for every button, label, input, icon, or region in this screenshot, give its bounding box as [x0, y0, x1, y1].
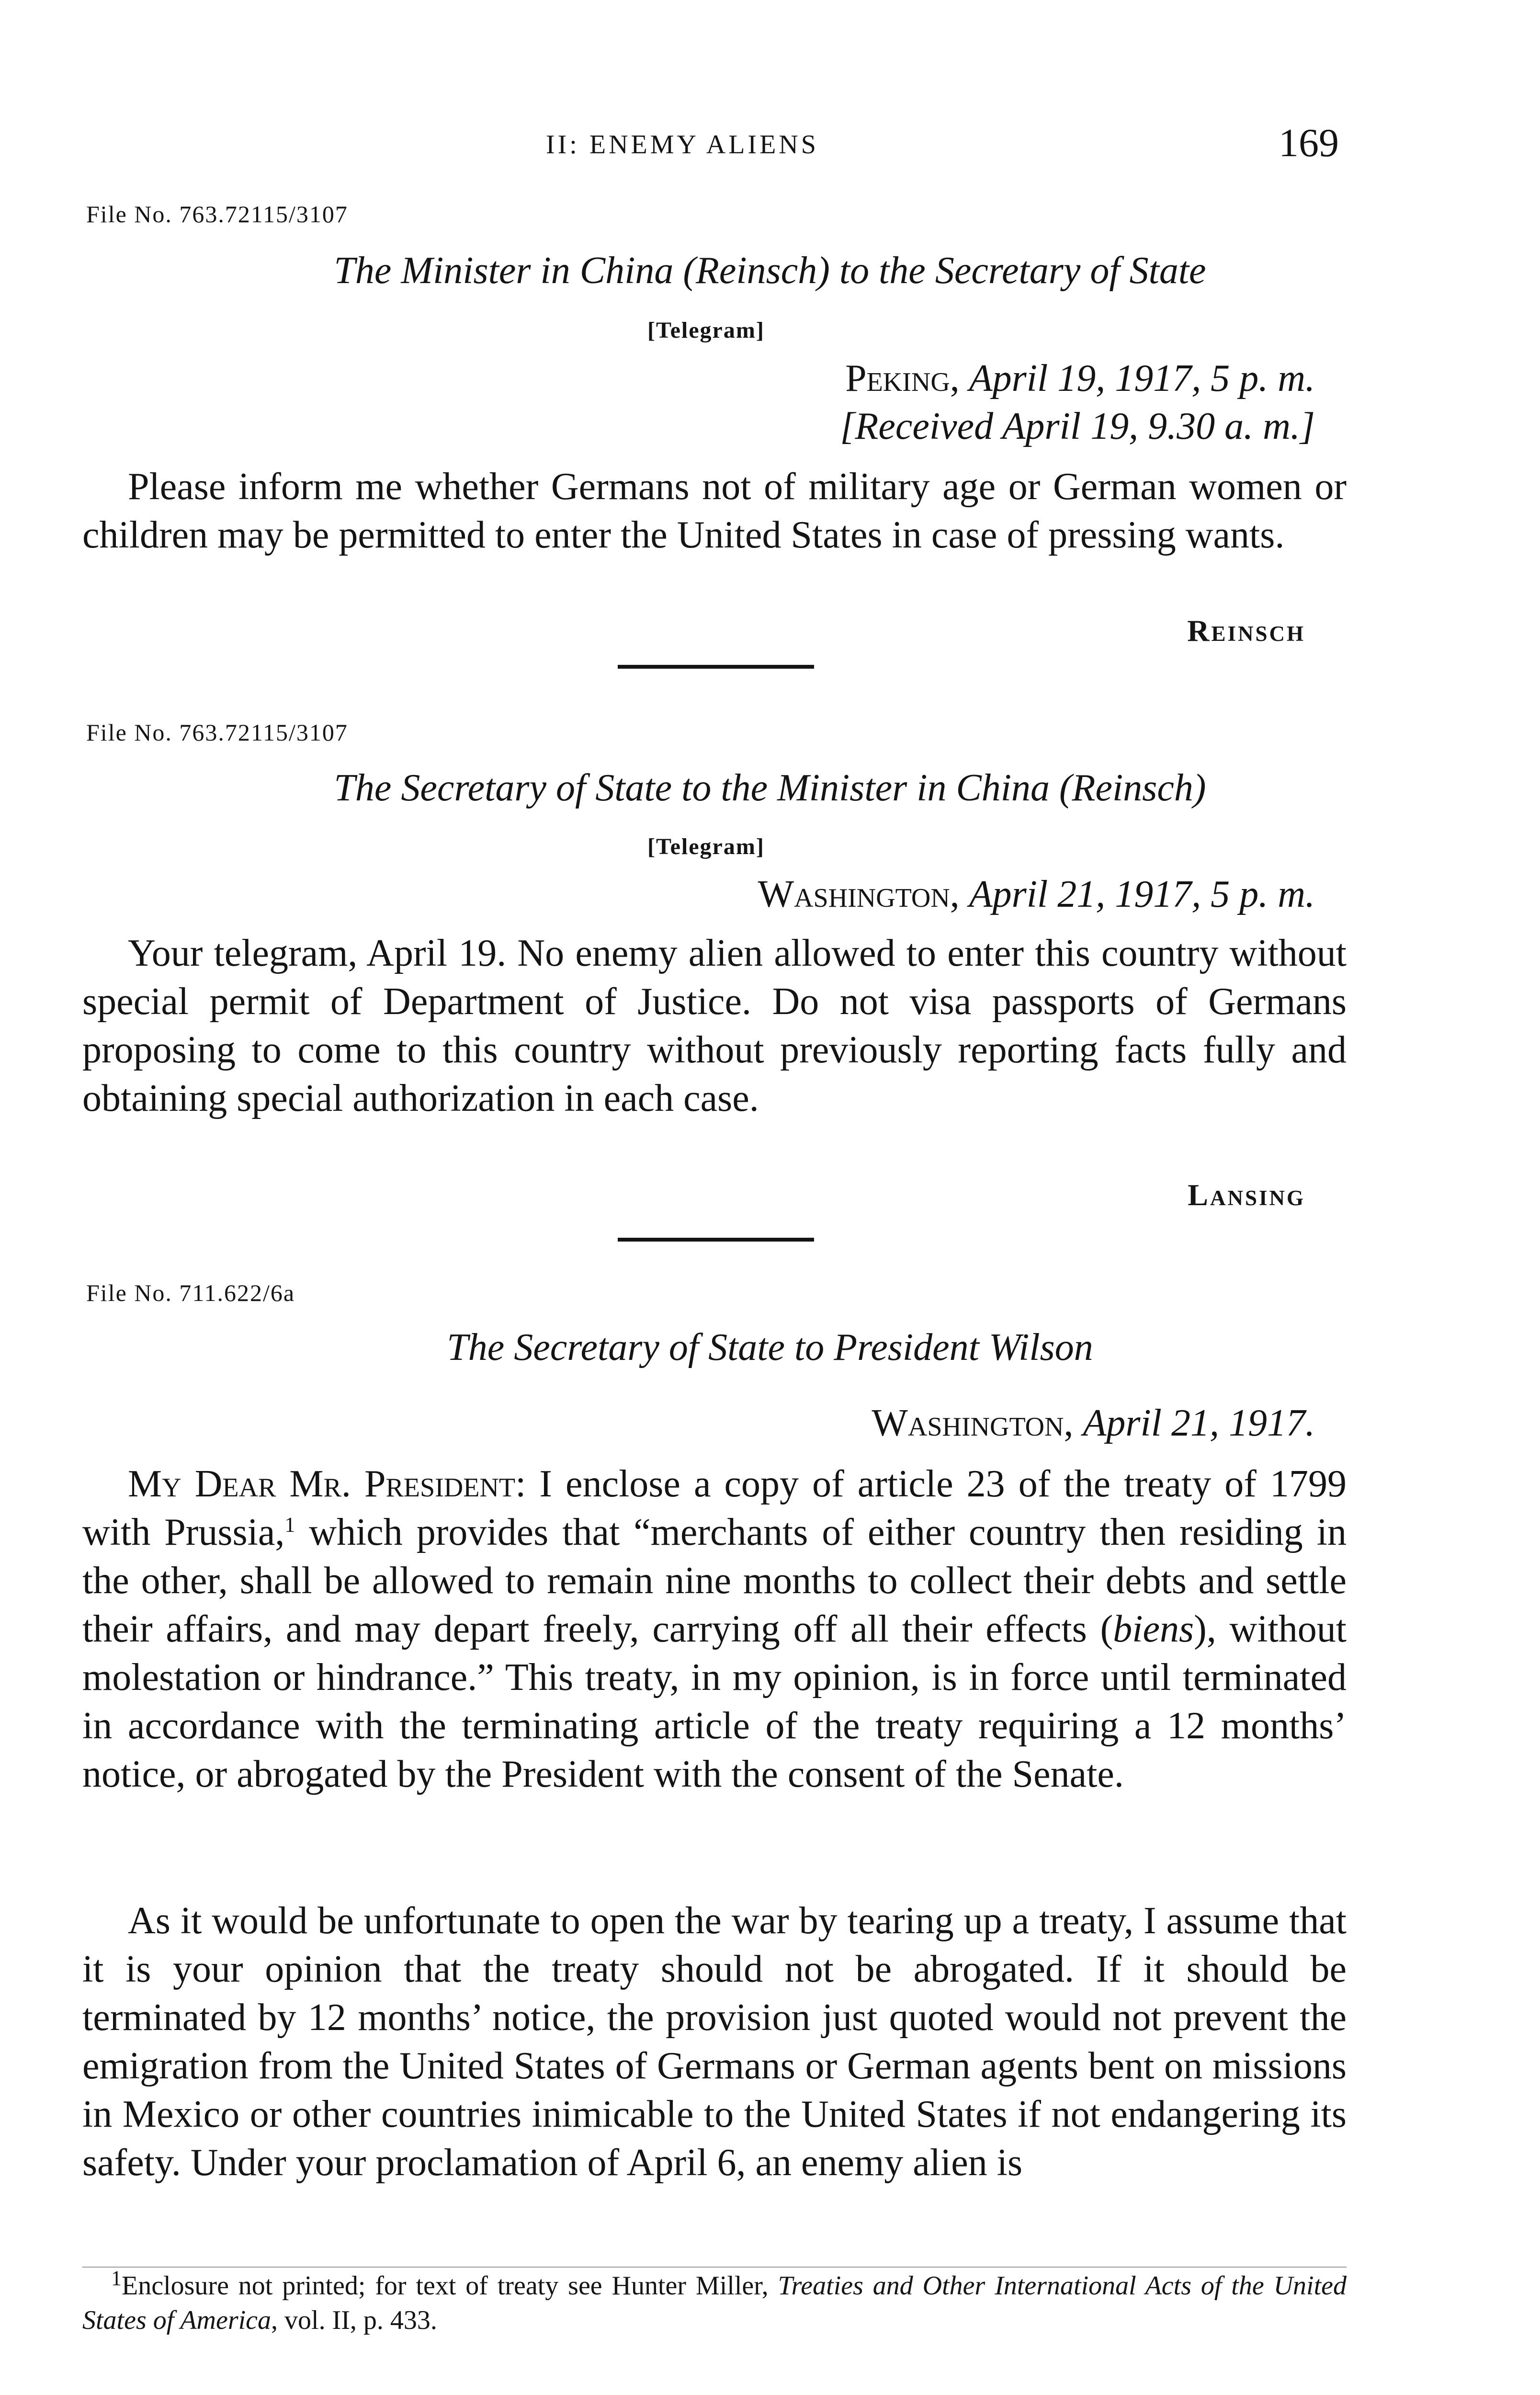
doc3-paragraph-1-text-b: which provides that “merchants of either country then residing in the other, shall be allowed to remain nine months to collect their debts and settle their affairs, and may depart freely, carrying off all their effects (: [82, 1511, 1347, 1650]
doc1-telegram-label: [Telegram]: [647, 318, 765, 343]
doc2-date: April 21, 1917, 5 p. m.: [969, 873, 1315, 915]
doc3-dateline: [872, 1402, 1315, 1445]
doc2-signature: Lansing: [1188, 1178, 1305, 1212]
footnote-divider: [82, 2267, 1347, 2268]
doc3-place: Washington,: [872, 1402, 1074, 1444]
doc3-salutation: My Dear Mr. President:: [128, 1463, 526, 1505]
footnote-marker: 1: [111, 2266, 122, 2290]
running-head: [0, 120, 1540, 165]
doc1-received: [Received April 19, 9.30 a. m.]: [840, 405, 1315, 447]
doc3-paragraph-1: [82, 1460, 1347, 1799]
doc1-body: Please inform me whether Germans not of military age or German women or children may be permitted to enter the United States in case of pressing wants.: [82, 466, 1347, 556]
doc3-biens-term: biens: [1113, 1608, 1194, 1650]
footnote-text-a: Enclosure not printed; for text of treaty see Hunter Miller,: [122, 2271, 778, 2301]
doc1-date: April 19, 1917, 5 p. m.: [969, 357, 1315, 399]
footnote-treaty-title: Treaties and Other International Acts of the United States of America: [82, 2271, 1347, 2335]
page-number: 169: [1279, 121, 1339, 165]
doc2-telegram-label: [Telegram]: [647, 834, 765, 859]
doc2-file-number: File No. 763.72115/3107: [86, 719, 348, 746]
section-divider-2: [618, 1238, 814, 1242]
doc3-date: April 21, 1917.: [1083, 1402, 1315, 1444]
running-head-title: II: ENEMY ALIENS: [546, 130, 819, 160]
doc1-signature: Reinsch: [1187, 614, 1305, 648]
doc2-title: The Secretary of State to the Minister in China (Reinsch): [334, 767, 1206, 809]
footnote-text-b: , vol. II, p. 433.: [271, 2305, 437, 2335]
doc3-paragraph-2: As it would be unfortunate to open the war by tearing up a treaty, I assume that it is your opinion that the treaty should not be abrogated. If it should be terminated by 12 months’ notice, the provision just quoted would not prevent the emigration from the United States of Germans or German agents bent on missions in Mexico or other countries inimicable to the United States if not endangering its safety. Under your proclamation of April 6, an enemy alien is: [82, 1900, 1347, 2184]
doc3-paragraph-1-text-c: ), without molestation or hindrance.” This treaty, in my opinion, is in force until terminated in accordance with the terminating article of the treaty requiring a 12 months’ notice, or abrogated by the President with the consent of the Senate.: [82, 1608, 1347, 1795]
footnote-reference-1: 1: [284, 1513, 295, 1537]
section-divider-1: [618, 665, 814, 669]
doc1-title: The Minister in China (Reinsch) to the Secretary of State: [334, 250, 1206, 292]
doc2-body: Your telegram, April 19. No enemy alien allowed to enter this country without special permit of Department of Justice. Do not visa passports of Germans proposing to come to this country without previously reporting facts fully and obtaining special authorization in each case.: [82, 932, 1347, 1119]
doc2-place: Washington,: [758, 873, 960, 915]
doc1-file-number: File No. 763.72115/3107: [86, 201, 348, 228]
doc3-file-number: File No. 711.622/6a: [86, 1279, 295, 1306]
doc3-paragraph-1-text-a: I enclose a copy of article 23 of the treaty of 1799 with Prussia,: [82, 1463, 1347, 1553]
doc3-title: The Secretary of State to President Wilson: [447, 1326, 1093, 1369]
doc1-dateline: [845, 357, 1315, 400]
doc2-dateline: [758, 873, 1315, 916]
footnote: [82, 2266, 1347, 2338]
doc1-place: Peking,: [845, 357, 960, 399]
